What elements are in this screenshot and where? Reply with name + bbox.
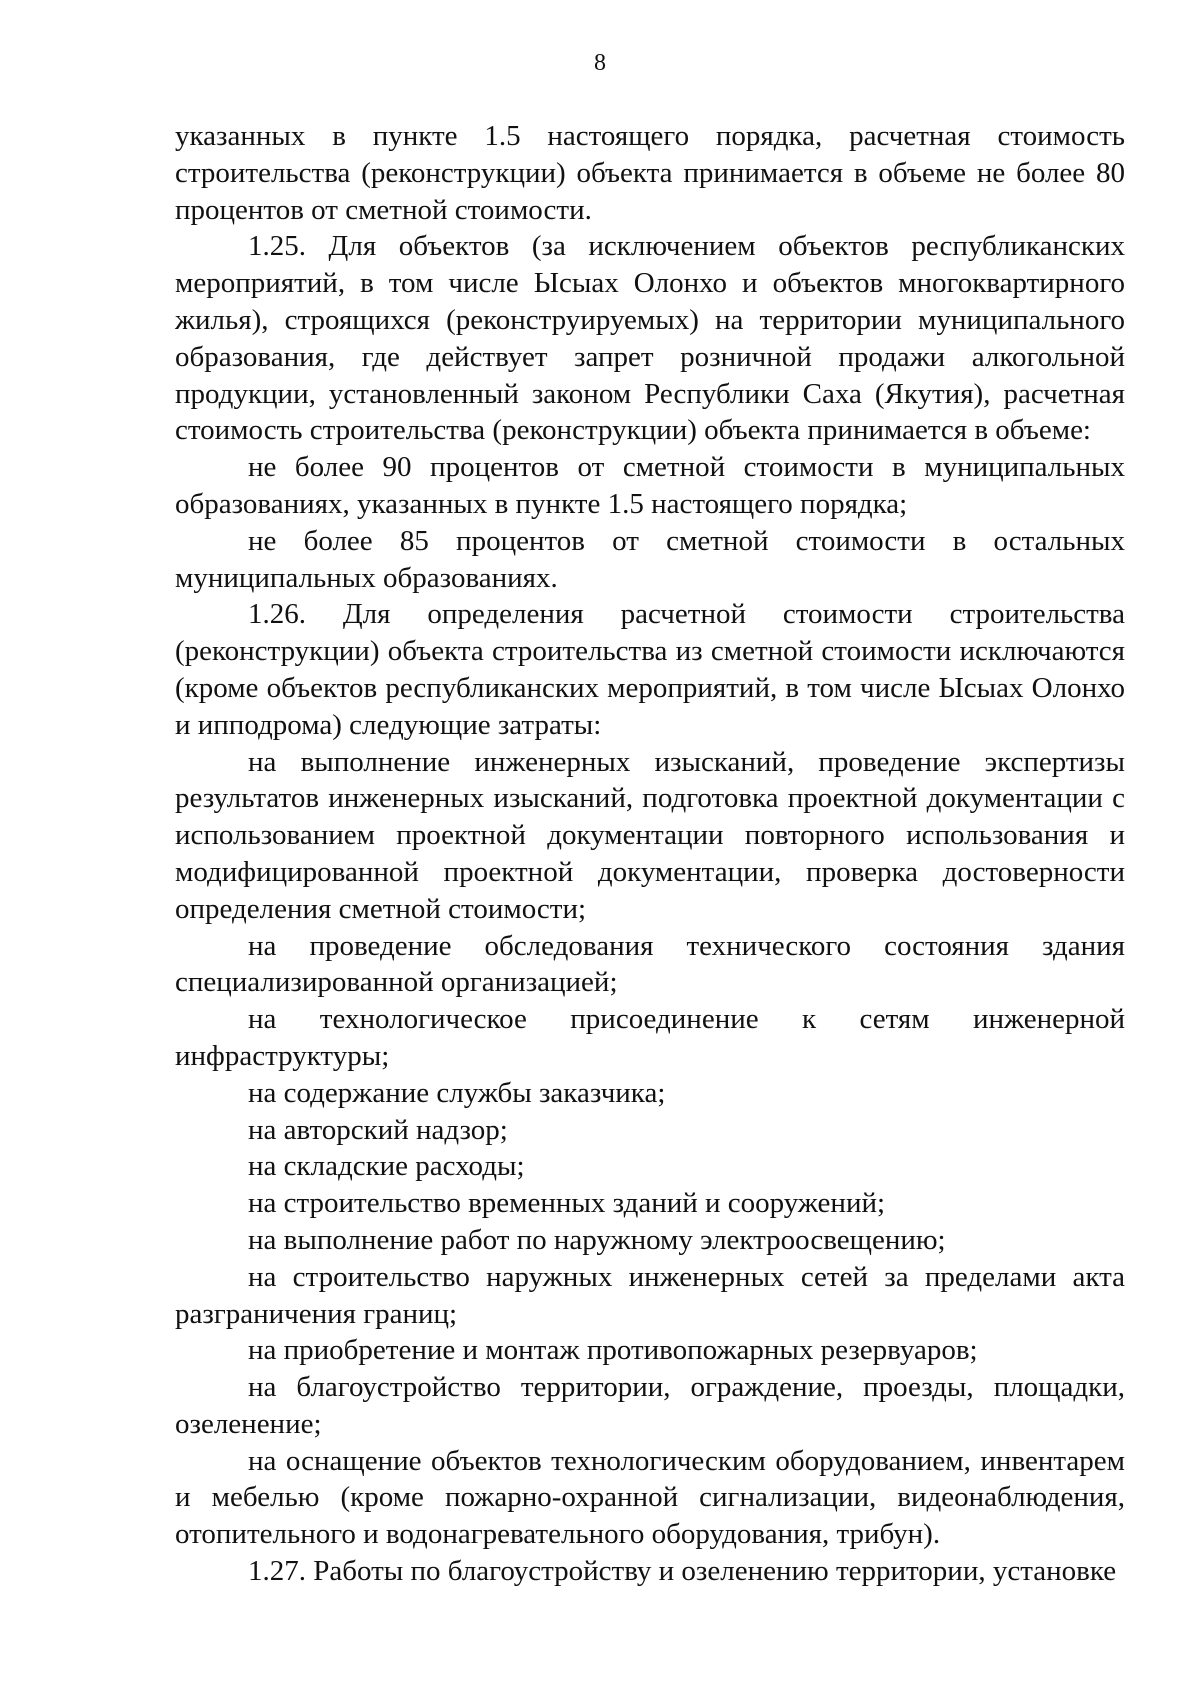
paragraph-item: не более 85 процентов от сметной стоимости в остальных муниципальных образованиях. (175, 524, 1125, 594)
paragraph-item: на авторский надзор; (248, 1113, 508, 1146)
paragraph-item: на приобретение и монтаж противопожарных резервуаров; (248, 1334, 978, 1367)
paragraph-item: на содержание службы заказчика; (248, 1076, 666, 1109)
paragraph-item: не более 90 процентов от сметной стоимости в муниципальных образованиях, указанных в пункте 1.5 настоящего порядка; (175, 451, 1125, 520)
paragraph-item: на технологическое присоединение к сетям инженерной инфраструктуры; (175, 1003, 1125, 1072)
paragraph-item: на складские расходы; (248, 1150, 525, 1183)
paragraph-1-27: 1.27. Работы по благоустройству и озеленению территории, установке (248, 1555, 1117, 1588)
paragraph-item: на выполнение работ по наружному электроосвещению; (248, 1223, 946, 1256)
document-body (175, 118, 1125, 1590)
paragraph-item: на выполнение инженерных изысканий, проведение экспертизы результатов инженерных изысканий, подготовка проектной документации с использованием проектной документации повторного использования и модифицированной проектной документации, проверка достоверности определения сметной стоимости; (175, 745, 1125, 925)
paragraph-item: на строительство временных зданий и сооружений; (248, 1187, 886, 1220)
paragraph-continuation: указанных в пункте 1.5 настоящего порядка, расчетная стоимость строительства (реконструкции) объекта принимается в объеме не более 80 процентов от сметной стоимости. (175, 120, 1125, 226)
paragraph-1-26: 1.26. Для определения расчетной стоимости строительства (реконструкции) объекта строительства из сметной стоимости исключаются (кроме объектов республиканских мероприятий, в том числе Ысыах Олонхо и ипподрома) следующие затраты: (175, 598, 1125, 741)
paragraph-item: на оснащение объектов технологическим оборудованием, инвентарем и мебелью (кроме пожарно-охранной сигнализации, видеонаблюдения, отопительного и водонагревательного оборудования, трибун). (175, 1444, 1125, 1551)
paragraph-1-25: 1.25. Для объектов (за исключением объектов республиканских мероприятий, в том числе Ысыах Олонхо и объектов многоквартирного жилья), строящихся (реконструируемых) на территории муниципального образования, где действует запрет розничной продажи алкогольной продукции, установленный законом Республики Саха (Якутия), расчетная стоимость строительства (реконструкции) объекта принимается в объеме: (175, 230, 1125, 447)
paragraph-item: на проведение обследования технического состояния здания специализированной организацией; (175, 929, 1125, 999)
page-number: 8 (594, 50, 606, 76)
paragraph-item: на благоустройство территории, ограждение, проезды, площадки, озеленение; (175, 1371, 1125, 1440)
paragraph-item: на строительство наружных инженерных сетей за пределами акта разграничения границ; (175, 1260, 1125, 1330)
